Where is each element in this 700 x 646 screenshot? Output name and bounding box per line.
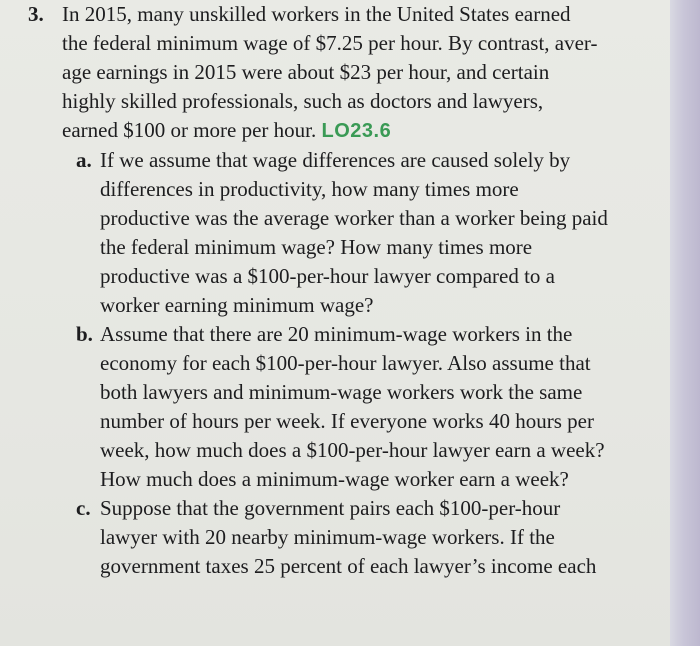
- part-a-line: productive was a $100-per-hour lawyer compared to a: [100, 264, 555, 288]
- part-b-line: economy for each $100-per-hour lawyer. Also assume that: [100, 351, 591, 375]
- part-a-line: differences in productivity, how many times more: [100, 177, 519, 201]
- part-a-line: worker earning minimum wage?: [100, 293, 374, 317]
- intro-line: age earnings in 2015 were about $23 per hour, and certain: [62, 60, 550, 84]
- intro-line: In 2015, many unskilled workers in the United States earned: [62, 2, 571, 26]
- part-label: c.: [76, 496, 91, 520]
- part-label: a.: [76, 148, 92, 172]
- part-c-line: lawyer with 20 nearby minimum-wage workers. If the: [100, 525, 555, 549]
- part-a-line: If we assume that wage differences are caused solely by: [100, 148, 571, 172]
- part-label: b.: [76, 322, 93, 346]
- part-b-line: week, how much does a $100-per-hour lawyer earn a week?: [100, 438, 605, 462]
- intro-line-last: [62, 116, 670, 146]
- learning-objective-tag: LO23.6: [321, 120, 392, 142]
- intro-line-text: earned $100 or more per hour.: [62, 118, 317, 142]
- page-edge: [670, 0, 700, 646]
- part-a-line: productive was the average worker than a worker being paid: [100, 206, 608, 230]
- part-b-line: Assume that there are 20 minimum-wage workers in the: [100, 322, 573, 346]
- problem-number: 3.: [28, 2, 44, 26]
- part-b-line: How much does a minimum-wage worker earn a week?: [100, 467, 569, 491]
- intro-line: highly skilled professionals, such as doctors and lawyers,: [62, 89, 544, 113]
- part-a: [20, 146, 670, 320]
- intro-line: the federal minimum wage of $7.25 per hour. By contrast, aver-: [62, 31, 598, 55]
- part-b-line: number of hours per week. If everyone works 40 hours per: [100, 409, 594, 433]
- problem-3: [20, 0, 670, 581]
- part-b-line: both lawyers and minimum-wage workers work the same: [100, 380, 583, 404]
- problem-intro: [20, 0, 670, 146]
- part-c-line: Suppose that the government pairs each $100-per-hour: [100, 496, 561, 520]
- part-c-line: government taxes 25 percent of each lawyer’s income each: [100, 554, 597, 578]
- part-b: [20, 320, 670, 494]
- part-c: [20, 494, 670, 581]
- part-a-line: the federal minimum wage? How many times more: [100, 235, 533, 259]
